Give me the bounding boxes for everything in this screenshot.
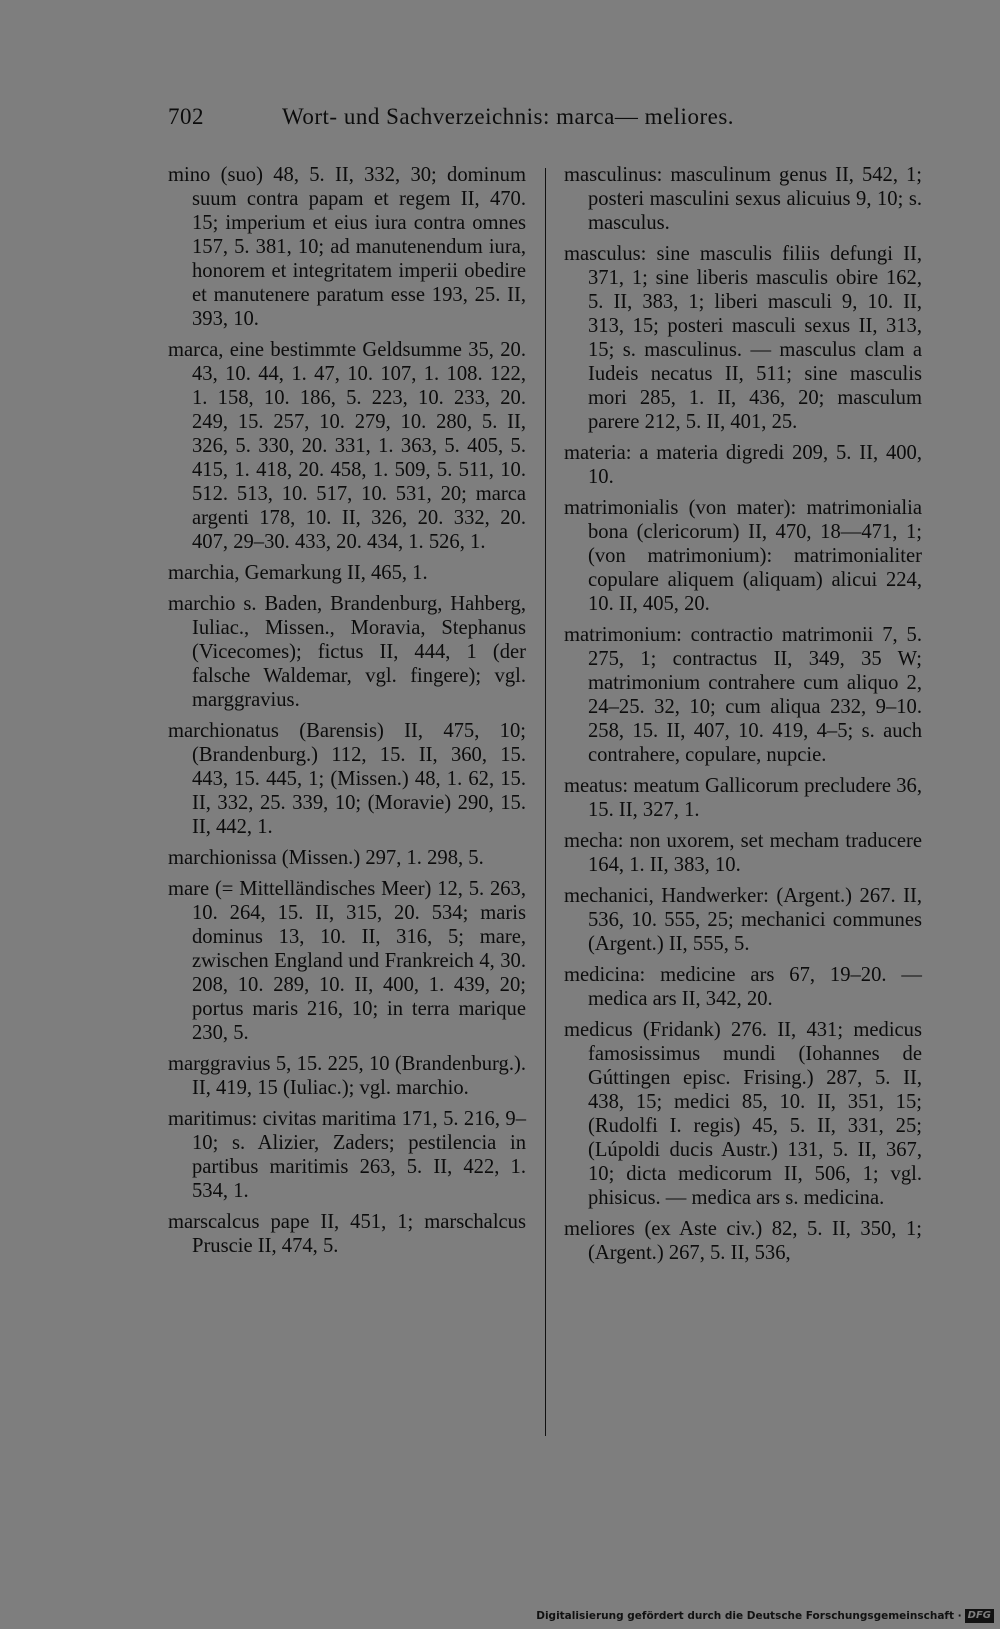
index-entry: marchia, Gemarkung II, 465, 1. — [168, 562, 428, 584]
index-entry: marchionatus (Barensis) II, 475, 10; (Brandenburg.) 112, 15. II, 360, 15. 443, 15. 445, 1; (Missen.) 48, 1. 62, 15. II, 332, 25. 339, 10; (Moravie) 290, 15. II, 442, 1. — [168, 720, 526, 838]
index-entry: marchionissa (Missen.) 297, 1. 298, 5. — [168, 847, 484, 869]
index-entry: meliores (ex Aste civ.) 82, 5. II, 350, 1; (Argent.) 267, 5. II, 536, — [564, 1218, 922, 1264]
column-divider — [545, 168, 546, 1436]
index-entry: meatus: meatum Gallicorum precludere 36, 15. II, 327, 1. — [564, 775, 922, 821]
index-entry: marscalcus pape II, 451, 1; marschalcus Pruscie II, 474, 5. — [168, 1211, 526, 1257]
index-entry: marchio s. Baden, Brandenburg, Hahberg, Iuliac., Missen., Moravia, Stephanus (Vicecomes); fictus II, 444, 1 (der falsche Waldemar, vgl. fingere); vgl. marggravius. — [168, 593, 526, 711]
index-entry: mino (suo) 48, 5. II, 332, 30; dominum suum contra papam et regem II, 470. 15; imperium et eius iura contra omnes 157, 5. 381, 10; ad manutenendum iura, honorem et integritatem imperii obedire et manutenere paratum esse 193, 25. II, 393, 10. — [168, 164, 526, 330]
index-entry: medicus (Fridank) 276. II, 431; medicus famosissimus mundi (Iohannes de Gúttingen episc. Frising.) 287, 5. II, 438, 15; medici 85, 10. II, 351, 15; (Rudolfi I. regis) 45, 5. II, 331, 25; (Lúpoldi ducis Austr.) 131, 5. II, 367, 10; dicta medicorum II, 506, 1; vgl. phisicus. — medica ars s. medicina. — [564, 1019, 922, 1209]
page-header — [168, 104, 808, 130]
index-entry: masculus: sine masculis filiis defungi II, 371, 1; sine liberis masculis obire 162, 5. II, 383, 1; liberi masculi 9, 10. II, 313, 15; posteri masculi sexus II, 313, 15; s. masculinus. — masculus clam a Iudeis necatus II, 511; sine masculis mori 285, 1. II, 436, 20; masculum parere 212, 5. II, 401, 25. — [564, 243, 922, 433]
index-entry: mecha: non uxorem, set mecham traducere 164, 1. II, 383, 10. — [564, 830, 922, 876]
index-entry: masculinus: masculinum genus II, 542, 1; posteri masculini sexus alicuius 9, 10; s. masculus. — [564, 164, 922, 234]
right-column — [564, 163, 922, 1272]
index-entry: medicina: medicine ars 67, 19–20. — medica ars II, 342, 20. — [564, 964, 922, 1010]
index-entry: marggravius 5, 15. 225, 10 (Brandenburg.). II, 419, 15 (Iuliac.); vgl. marchio. — [168, 1053, 526, 1099]
running-title: Wort- und Sachverzeichnis: marca— meliores. — [282, 104, 735, 129]
page-number: 702 — [168, 104, 204, 129]
index-entry: maritimus: civitas maritima 171, 5. 216, 9–10; s. Alizier, Zaders; pestilencia in partibus maritimis 263, 5. II, 422, 1. 534, 1. — [168, 1108, 526, 1202]
left-column — [168, 163, 526, 1265]
index-entry: matrimonium: contractio matrimonii 7, 5. 275, 1; contractus II, 349, 35 W; matrimonium contrahere cum aliquo 2, 24–25. 32, 10; cum aliqua 232, 9–10. 258, 15. II, 407, 10. 419, 4–5; s. auch contrahere, copulare, nupcie. — [564, 624, 922, 766]
digitization-footer — [536, 1609, 994, 1623]
index-entry: marca, eine bestimmte Geldsumme 35, 20. 43, 10. 44, 1. 47, 10. 107, 1. 108. 122, 1. 158, 10. 186, 5. 223, 10. 233, 20. 249, 15. 257, 10. 279, 10. 280, 5. II, 326, 5. 330, 20. 331, 1. 363, 5. 405, 5. 415, 1. 418, 20. 458, 1. 509, 5. 511, 10. 512. 513, 10. 517, 10. 531, 20; marca argenti 178, 10. II, 326, 20. 332, 20. 407, 29–30. 433, 20. 434, 1. 526, 1. — [168, 339, 526, 553]
index-entry: mechanici, Handwerker: (Argent.) 267. II, 536, 10. 555, 25; mechanici communes (Argent.) II, 555, 5. — [564, 885, 922, 955]
index-entry: materia: a materia digredi 209, 5. II, 400, 10. — [564, 442, 922, 488]
dfg-logo: DFG — [965, 1609, 994, 1623]
footer-text: Digitalisierung gefördert durch die Deutsche Forschungsgemeinschaft · — [536, 1610, 962, 1622]
index-entry: matrimonialis (von mater): matrimonialia bona (clericorum) II, 470, 18—471, 1; (von matrimonium): matrimonialiter copulare aliquem (aliquam) alicui 224, 10. II, 405, 20. — [564, 497, 922, 615]
index-entry: mare (= Mittelländisches Meer) 12, 5. 263, 10. 264, 15. II, 315, 20. 534; maris dominus 13, 10. II, 316, 5; mare, zwischen England und Frankreich 4, 30. 208, 10. 289, 10. II, 400, 1. 439, 20; portus maris 216, 10; in terra marique 230, 5. — [168, 878, 526, 1044]
